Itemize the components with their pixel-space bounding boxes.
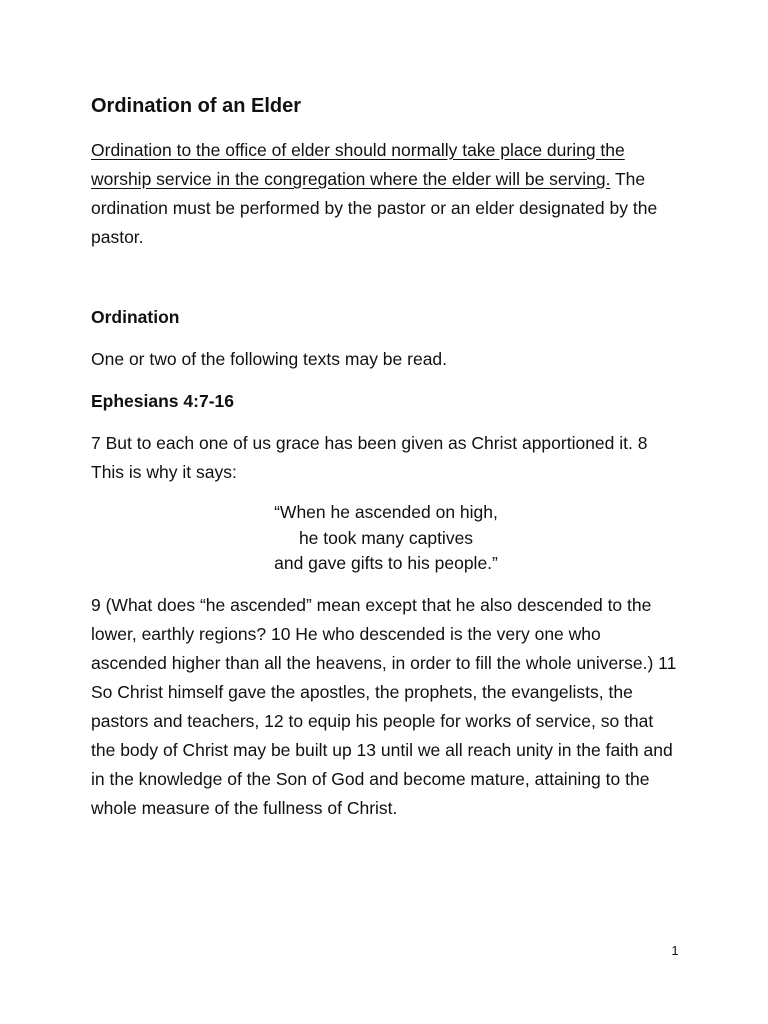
- document-content: [91, 92, 681, 823]
- page-number: 1: [671, 943, 679, 958]
- poem-quote: [91, 500, 681, 577]
- intro-underlined-text: Ordination to the office of elder should normally take place during the worship service in the congregation where the elder will be serving.: [91, 140, 625, 189]
- intro-rest-text: The ordination must be performed by the pastor or an elder designated by the pastor.: [91, 169, 658, 247]
- poem-line: he took many captives: [298, 527, 474, 548]
- document-title: Ordination of an Elder: [91, 95, 302, 117]
- reading-instruction: One or two of the following texts may be read.: [91, 349, 448, 369]
- poem-line: and gave gifts to his people.”: [274, 553, 498, 573]
- verse-intro: 7 But to each one of us grace has been given as Christ apportioned it. 8 This is why it says:: [91, 433, 648, 482]
- verse-body: 9 (What does “he ascended” mean except that he also descended to the lower, earthly regions? 10 He who descended is the very one who ascended higher than all the heavens, in order to fill the whole universe.) 11 So Christ himself gave the apostles, the prophets, the evangelists, the pastors and teachers, 12 to equip his people for works of service, so that the body of Christ may be built up 13 until we all reach unity in the faith and in the knowledge of the Son of God and become mature, attaining to the whole measure of the fullness of Christ.: [91, 594, 677, 818]
- intro-paragraph: [91, 136, 681, 252]
- section-heading-ordination: Ordination: [91, 307, 180, 327]
- poem-line: “When he ascended on high,: [274, 502, 498, 522]
- passage-reference: Ephesians 4:7-16: [91, 391, 234, 411]
